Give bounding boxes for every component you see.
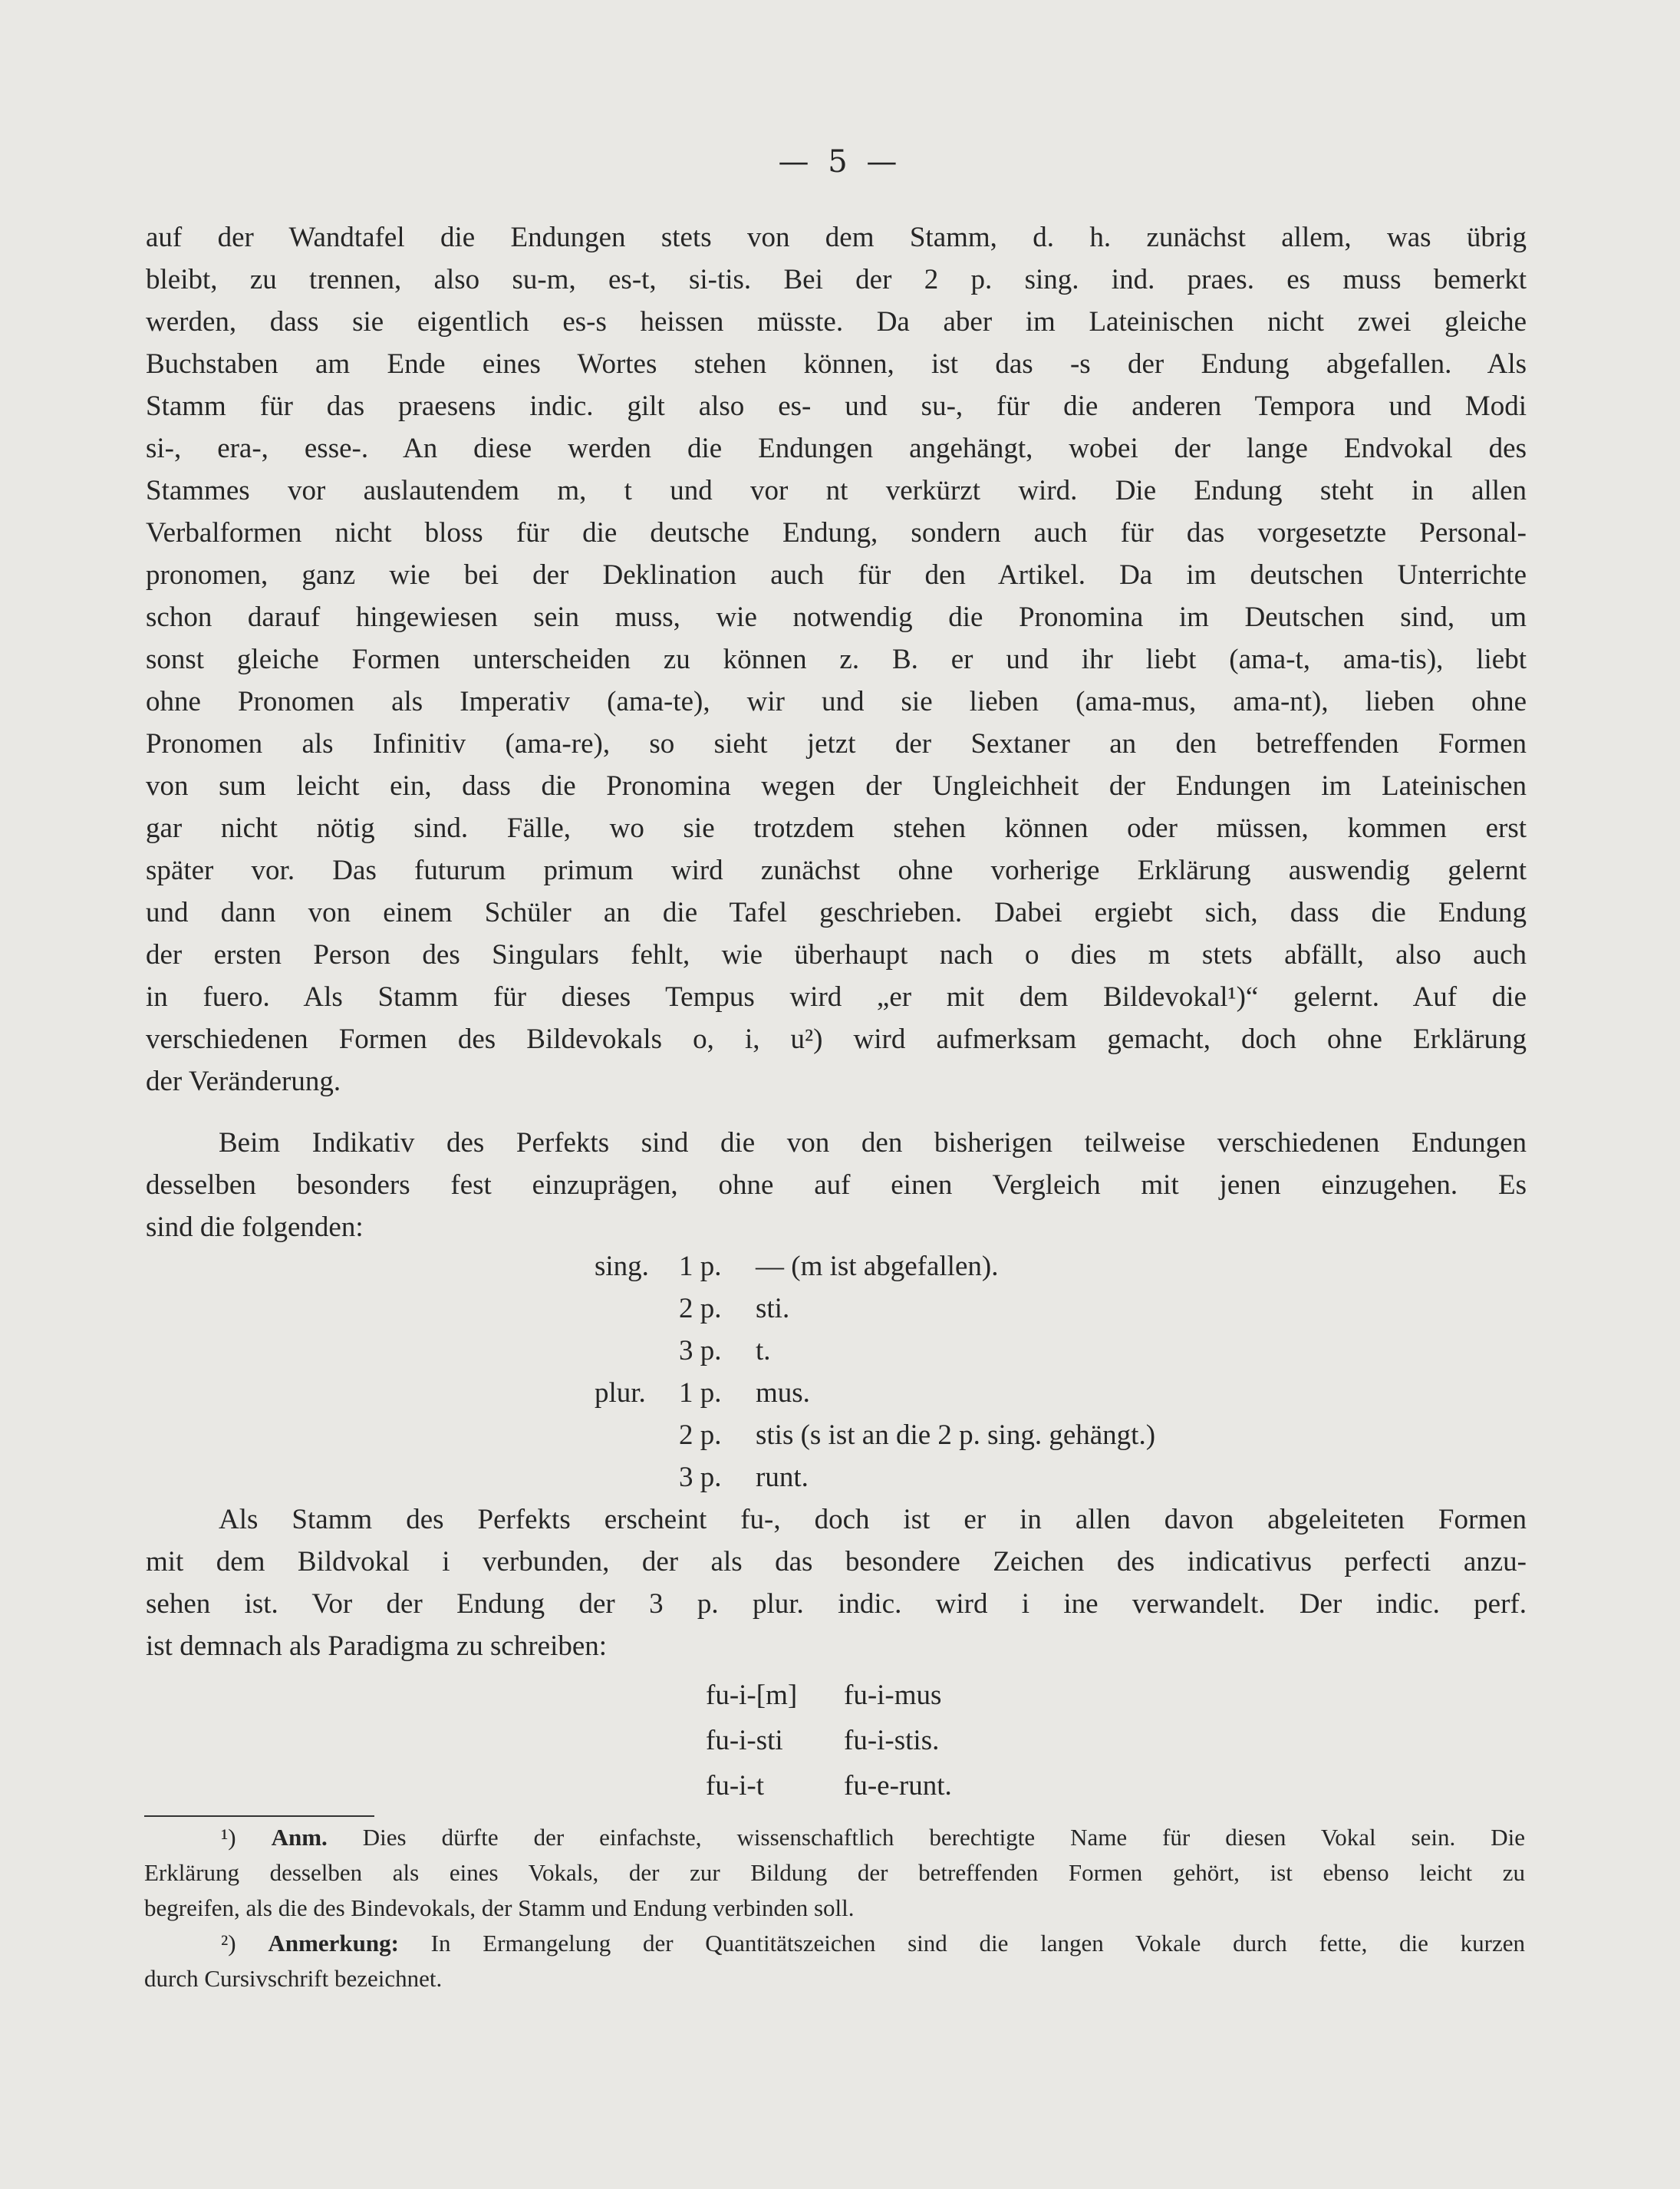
footnote-label: Anmerkung: bbox=[268, 1930, 399, 1957]
text-line: verschiedenen Formen des Bildevokals o, i, u²) wird aufmerksam gemacht, doch ohne Erklärung bbox=[146, 1024, 1527, 1055]
text-line: Buchstaben am Ende eines Wortes stehen können, ist das -s der Endung abgefallen. Als bbox=[146, 348, 1527, 380]
footnote-line: Erklärung desselben als eines Vokals, der zur Bildung der betreffenden Formen gehört, ist ebenso leicht zu bbox=[144, 1859, 1525, 1886]
person-label: 3 p. bbox=[679, 1335, 722, 1366]
text-line: und dann von einem Schüler an die Tafel geschrieben. Dabei ergiebt sich, dass die Endung bbox=[146, 897, 1527, 928]
paragraph-2 bbox=[146, 1122, 1527, 1248]
footnote-label: Anm. bbox=[271, 1824, 328, 1851]
footnote-2 bbox=[144, 1926, 1525, 1996]
ending-value: t. bbox=[756, 1335, 771, 1366]
text-line: ist demnach als Paradigma zu schreiben: bbox=[146, 1630, 608, 1662]
footnote-line: durch Cursivschrift bezeichnet. bbox=[144, 1965, 443, 1992]
ending-value: stis (s ist an die 2 p. sing. gehängt.) bbox=[756, 1419, 1156, 1451]
text-line: auf der Wandtafel die Endungen stets von dem Stamm, d. h. zunächst allem, was übrig bbox=[146, 222, 1527, 253]
page-number: — 5 — bbox=[778, 144, 902, 180]
text-line: der Veränderung. bbox=[146, 1066, 341, 1097]
text-line: werden, dass sie eigentlich es-s heissen müsste. Da aber im Lateinischen nicht zwei gleiche bbox=[146, 306, 1527, 338]
footnote-divider bbox=[144, 1815, 374, 1817]
text-line: Pronomen als Infinitiv (ama-re), so sieht jetzt der Sextaner an den betreffenden Formen bbox=[146, 728, 1527, 760]
paradigm-plural: fu-i-mus bbox=[844, 1680, 942, 1711]
paradigm-singular: fu-i-t bbox=[706, 1770, 765, 1802]
person-label: 1 p. bbox=[679, 1377, 722, 1409]
text-line: Verbalformen nicht bloss für die deutsche Endung, sondern auch für das vorgesetzte Personal- bbox=[146, 517, 1527, 549]
text-line: sind die folgenden: bbox=[146, 1212, 364, 1243]
text-line: si-, era-, esse-. An diese werden die Endungen angehängt, wobei der lange Endvokal des bbox=[146, 433, 1527, 464]
paradigm-singular: fu-i-sti bbox=[706, 1725, 783, 1756]
paradigm-singular: fu-i-[m] bbox=[706, 1680, 798, 1711]
paradigm-row bbox=[706, 1673, 1089, 1718]
ending-value: sti. bbox=[756, 1293, 790, 1324]
text-line: Beim Indikativ des Perfekts sind die von den bisherigen teilweise verschiedenen Endungen bbox=[219, 1127, 1527, 1159]
text-line: pronomen, ganz wie bei der Deklination auch für den Artikel. Da im deutschen Unterrichte bbox=[146, 559, 1527, 591]
text-line: der ersten Person des Singulars fehlt, wie überhaupt nach o dies m stets abfällt, also auch bbox=[146, 939, 1527, 971]
text-line: Stamm für das praesens indic. gilt also es- und su-, für die anderen Tempora und Modi bbox=[146, 391, 1527, 422]
footnote-marker: ¹) bbox=[221, 1824, 236, 1851]
text-line: ohne Pronomen als Imperativ (ama-te), wir und sie lieben (ama-mus, ama-nt), lieben ohne bbox=[146, 686, 1527, 717]
paragraph-1 bbox=[146, 216, 1527, 1103]
endings-table bbox=[0, 1245, 1680, 1498]
text-line: gar nicht nötig sind. Fälle, wo sie trotzdem stehen können oder müssen, kommen erst bbox=[146, 813, 1527, 844]
ending-value: — (m ist abgefallen). bbox=[756, 1251, 999, 1282]
footnote-line: begreifen, als die des Bindevokals, der Stamm und Endung verbinden soll. bbox=[144, 1894, 855, 1921]
text-line: sonst gleiche Formen unterscheiden zu können z. B. er und ihr liebt (ama-t, ama-tis), liebt bbox=[146, 644, 1527, 675]
ending-value: mus. bbox=[756, 1377, 810, 1409]
ending-value: runt. bbox=[756, 1462, 809, 1493]
footnote-line bbox=[144, 1820, 1525, 1855]
text-line: von sum leicht ein, dass die Pronomina wegen der Ungleichheit der Endungen im Lateinischen bbox=[146, 770, 1527, 802]
text-line: bleibt, zu trennen, also su-m, es-t, si-tis. Bei der 2 p. sing. ind. praes. es muss bemerkt bbox=[146, 264, 1527, 295]
person-label: 3 p. bbox=[679, 1462, 722, 1493]
text-line: schon darauf hingewiesen sein muss, wie notwendig die Pronomina im Deutschen sind, um bbox=[146, 602, 1527, 633]
paradigm-row bbox=[706, 1763, 1089, 1808]
person-label: 2 p. bbox=[679, 1419, 722, 1451]
footnote-line bbox=[144, 1926, 1525, 1961]
paradigm-table bbox=[706, 1673, 1089, 1808]
footnote-text: Dies dürfte der einfachste, wissenschaftlich berechtigte Name für diesen Vokal sein. Die bbox=[362, 1824, 1525, 1851]
footnote-text: In Ermangelung der Quantitätszeichen sind die langen Vokale durch fette, die kurzen bbox=[430, 1930, 1526, 1957]
text-line: mit dem Bildvokal i verbunden, der als das besondere Zeichen des indicativus perfecti anzu- bbox=[146, 1546, 1527, 1577]
text-line: sehen ist. Vor der Endung der 3 p. plur. indic. wird i ine verwandelt. Der indic. perf. bbox=[146, 1588, 1527, 1620]
person-label: 2 p. bbox=[679, 1293, 722, 1324]
footnote-marker: ²) bbox=[221, 1930, 236, 1957]
text-line: Stammes vor auslautendem m, t und vor nt verkürzt wird. Die Endung steht in allen bbox=[146, 475, 1527, 506]
person-label: 1 p. bbox=[679, 1251, 722, 1282]
number-label: plur. bbox=[595, 1377, 646, 1409]
number-label: sing. bbox=[595, 1251, 649, 1282]
paradigm-plural: fu-i-stis. bbox=[844, 1725, 940, 1756]
text-line: desselben besonders fest einzuprägen, ohne auf einen Vergleich mit jenen einzugehen. Es bbox=[146, 1169, 1527, 1201]
footnote-1 bbox=[144, 1820, 1525, 1926]
text-line: Als Stamm des Perfekts erscheint fu-, doch ist er in allen davon abgeleiteten Formen bbox=[219, 1504, 1527, 1535]
text-line: später vor. Das futurum primum wird zunächst ohne vorherige Erklärung auswendig gelernt bbox=[146, 855, 1527, 886]
paradigm-row bbox=[706, 1718, 1089, 1763]
text-line: in fuero. Als Stamm für dieses Tempus wird „er mit dem Bildevokal¹)“ gelernt. Auf die bbox=[146, 981, 1527, 1013]
paradigm-plural: fu-e-runt. bbox=[844, 1770, 952, 1802]
paragraph-3 bbox=[146, 1498, 1527, 1667]
